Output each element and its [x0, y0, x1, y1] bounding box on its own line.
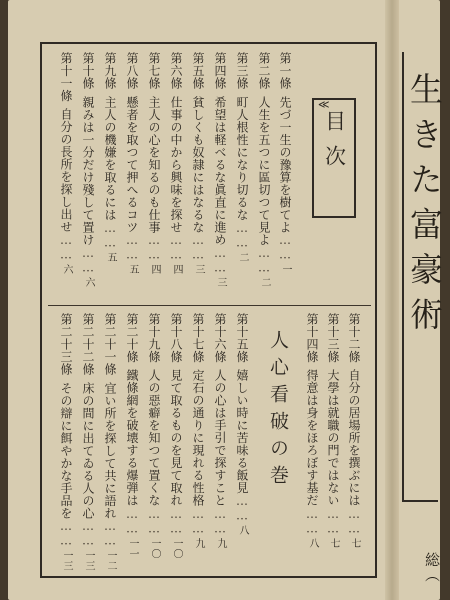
chapter-number: 第六條: [169, 52, 183, 90]
entry-title: 定石の通りに現れる性格: [191, 369, 205, 507]
chapter-number: 第九條: [103, 52, 117, 90]
leader-dots: ……: [169, 506, 183, 536]
chapter-number: 第二十二條: [81, 313, 95, 376]
toc-entry: [60, 52, 72, 292]
leader-dots: ……: [125, 506, 139, 536]
toc-entry: [126, 313, 138, 563]
entry-title: 見て取るものを見て取れ: [169, 369, 183, 507]
chapter-number: 第十九條: [147, 313, 161, 363]
leader-dots: ……: [278, 233, 292, 262]
chapter-number: 第二十一條: [103, 313, 117, 376]
entry-title: 宜い所を探して共に語れ: [103, 381, 117, 519]
toc-entry: [214, 313, 226, 563]
page-number: 九: [193, 537, 204, 548]
page-number: 五: [105, 251, 116, 262]
leader-dots: ……: [213, 245, 227, 275]
chapter-number: 第十一條: [59, 52, 73, 102]
toc-entry: [236, 52, 248, 292]
page-gutter: [385, 0, 399, 600]
chapter-number: 第八條: [125, 52, 139, 90]
toc-entry: [192, 52, 204, 292]
toc-heading-box: [312, 98, 356, 218]
chapter-number: 第四條: [213, 52, 227, 90]
entry-title: 親みは一分だけ殘して置け: [81, 95, 95, 246]
chapter-number: 第三條: [235, 52, 249, 90]
toc-entry: [279, 52, 291, 292]
leader-dots: ……: [191, 506, 205, 536]
toc-entry: [59, 313, 73, 571]
page-number: 二: [237, 251, 248, 262]
toc-entry: [236, 313, 248, 563]
leader-dots: ……: [81, 519, 95, 548]
chapter-number: 第五條: [191, 52, 205, 90]
leader-dots: ……: [191, 233, 205, 262]
page-number: 七: [349, 537, 360, 548]
entry-title: 主人の心を知るのも仕事: [147, 95, 161, 233]
chapter-number: 第十四條: [305, 313, 319, 363]
leader-dots: ……: [257, 245, 271, 275]
leader-dots: ……: [81, 245, 95, 275]
chapter-number: 第一條: [278, 52, 292, 90]
leader-dots: ……: [125, 233, 139, 262]
leader-dots: ……: [59, 233, 73, 262]
page-number: 九: [215, 537, 226, 548]
chapter-number: 第二條: [257, 52, 271, 90]
page-number: 四: [171, 264, 182, 275]
page-number: 五: [127, 264, 138, 275]
toc-entry: [327, 313, 339, 563]
page-number: 一二: [105, 550, 116, 571]
toc-entry: [148, 52, 160, 292]
leader-dots: ……: [147, 233, 161, 262]
page-number: 三: [193, 264, 204, 275]
page-number: 六: [61, 264, 72, 275]
toc-entry: [148, 313, 160, 563]
leader-dots: ……: [103, 519, 117, 548]
page-number: 一三: [61, 550, 72, 571]
entry-title: その辯に餌やかな手品を: [59, 381, 73, 519]
entry-title: 嬉しい時に苦味る飯見: [235, 369, 249, 494]
entry-title: 先づ一生の豫算を樹てよ: [278, 95, 292, 233]
page-number: 三: [215, 276, 226, 287]
toc-entry: [126, 52, 138, 292]
toc-entry: [192, 313, 204, 563]
toc-entry: [214, 52, 226, 292]
entry-title: 貧しくも奴隷にはなるな: [191, 95, 205, 233]
leader-dots: ……: [103, 220, 117, 250]
toc-entry: [348, 313, 360, 563]
leader-dots: ……: [347, 506, 361, 536]
entry-title: 仕事の中から興味を探せ: [169, 95, 183, 233]
entry-title: 町人根性になり切るな: [235, 95, 249, 221]
page-number: 一〇: [171, 537, 182, 559]
chapter-number: 第十五條: [235, 313, 249, 363]
page-number: 一〇: [149, 537, 160, 559]
toc-entry: [170, 52, 182, 292]
entry-title: 人の惡癖を知つて置くな: [147, 369, 161, 507]
toc-entry: [170, 313, 182, 563]
entry-title: 得意は身をほろぼす基だ: [305, 369, 319, 507]
chapter-number: 第十二條: [347, 313, 361, 363]
leader-dots: ……: [169, 233, 183, 262]
page-number: 二: [259, 276, 270, 287]
leader-dots: ……: [305, 506, 319, 536]
page-number: 四: [149, 264, 160, 275]
toc-entry: [258, 52, 270, 292]
book-title: 生きた富豪術: [405, 72, 444, 342]
chapter-number: 第十三條: [326, 313, 340, 363]
page-number: 一三: [83, 550, 94, 571]
chapter-number: 第七條: [147, 52, 161, 90]
entry-title: 鐵條網を破壊する爆弾は: [125, 369, 139, 507]
entry-title: 希望は軽べるな眞直に進め: [213, 95, 227, 246]
entry-title: 主人の機嫌を取るには: [103, 95, 117, 221]
leader-dots: ……: [59, 519, 73, 548]
toc-entry: [82, 52, 94, 292]
chapter-number: 第十六條: [213, 313, 227, 363]
leader-dots: ……: [235, 494, 249, 523]
page-number: 一一: [127, 537, 138, 559]
leader-dots: ……: [213, 506, 227, 536]
book-subtitle-fragment: 総（: [423, 552, 441, 582]
chapter-number: 第二十條: [125, 313, 139, 363]
toc-entry: [103, 313, 117, 571]
chapter-number: 第十七條: [191, 313, 205, 363]
entry-title: 人生を五つに區切つて見よ: [257, 95, 271, 246]
chapter-number: 第十八條: [169, 313, 183, 363]
page-number: 一: [280, 264, 291, 275]
toc-divider: [48, 305, 371, 306]
page-number: 七: [328, 537, 339, 548]
leader-dots: ……: [147, 506, 161, 536]
page-number: 八: [307, 537, 318, 548]
toc-heading: 目次: [322, 110, 347, 180]
entry-title: 床の間に出てゐる人の心: [81, 381, 95, 519]
toc-entry: [104, 52, 116, 292]
page-number: 六: [83, 276, 94, 287]
chapter-number: 第十條: [81, 52, 95, 90]
toc-entry: [81, 313, 95, 571]
page-number: 八: [237, 525, 248, 536]
leader-dots: ……: [326, 506, 340, 536]
entry-title: 人の心は手引で探すこと: [213, 369, 227, 507]
chapter-number: 第二十三條: [59, 313, 73, 376]
entry-title: 自分の居場所を撰ぶには: [347, 369, 361, 507]
toc-heading-mark: ≪: [318, 98, 330, 111]
entry-title: 自分の長所を探し出せ: [59, 108, 73, 233]
entry-title: 懸者を取つて押へるコツ: [125, 95, 139, 233]
section-heading: 人心看破の巻: [267, 330, 289, 492]
entry-title: 大學は就職の門ではない: [326, 369, 340, 507]
toc-entry: [306, 313, 318, 563]
leader-dots: ……: [235, 220, 249, 250]
